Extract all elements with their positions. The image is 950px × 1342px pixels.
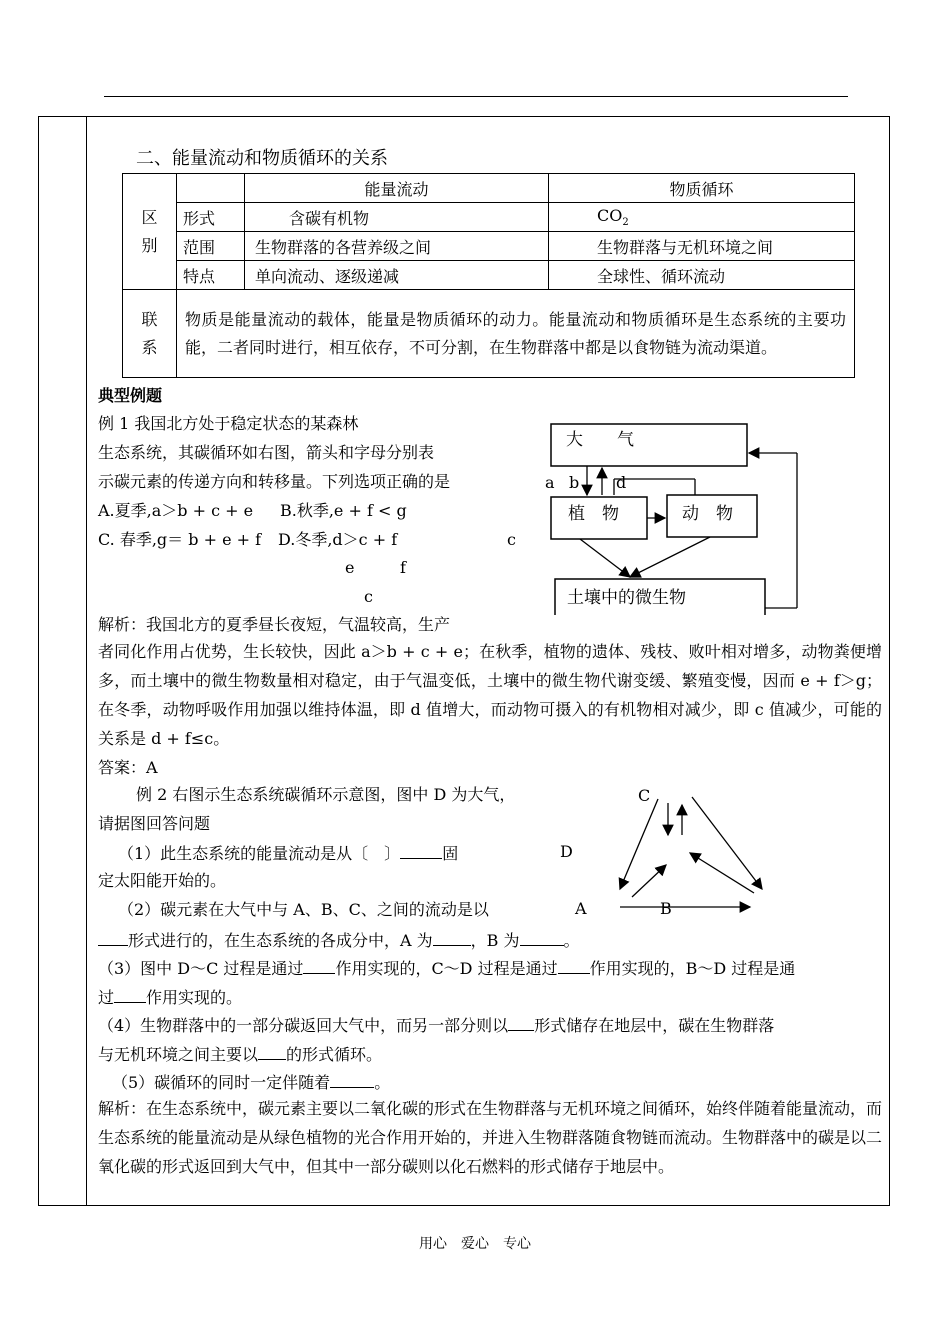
label-e: e — [345, 558, 355, 577]
ex2-intro: 例 2 右图示生态系统碳循环示意图，图中 D 为大气， — [136, 785, 516, 804]
node-d: D — [560, 842, 573, 861]
node-a: A — [575, 899, 587, 918]
ex1-option-d: D.冬季,d＞c + f — [278, 530, 398, 549]
box-soil-microbes: 土壤中的微生物 — [567, 588, 686, 608]
header-rule — [104, 96, 848, 97]
head-matter: 物质循环 — [549, 174, 855, 203]
ex1-line3: 示碳元素的传递方向和转移量。下列选项正确的是 — [98, 472, 451, 491]
cell-energy: 含碳有机物 — [245, 203, 549, 232]
label-c-bottom: c — [364, 587, 373, 606]
ex2-q1-cont: 定太阳能开始的。 — [98, 871, 227, 890]
examples-heading: 典型例题 — [98, 386, 163, 405]
ex2-q2: （2）碳元素在大气中与 A、B、C、之间的流动是以 — [118, 900, 489, 919]
cell-matter: $CO_2$ — [549, 203, 855, 232]
diff-label: 区别 — [123, 174, 177, 290]
node-c: C — [638, 786, 651, 805]
footer-motto: 用心 爱心 专心 — [419, 1236, 531, 1252]
label-d: d — [616, 473, 627, 492]
ex2-q5: （5）碳循环的同时一定伴随着 。 — [112, 1073, 391, 1092]
link-text: 物质是能量流动的载体，能量是物质循环的动力。能量流动和物质循环是生态系统的主要功能，二者同时进行，相互依存，不可分割，在生物群落中都是以食物链为流动渠道。 — [177, 290, 855, 378]
box-animal: 动 物 — [682, 504, 733, 524]
cell-matter: 全球性、循环流动 — [549, 261, 855, 290]
cell-energy: 单向流动、逐级递减 — [245, 261, 549, 290]
node-b: B — [660, 899, 672, 918]
ex1-option-b: B.秋季,e + f < g — [280, 501, 407, 520]
link-label: 联系 — [123, 290, 177, 378]
ex2-q4: （4）生物群落中的一部分碳返回大气中，而另一部分则以 形式储存在地层中，碳在生物群落 — [98, 1016, 775, 1035]
ex2-q4-cont: 与无机环境之间主要以 的形式循环。 — [98, 1045, 383, 1064]
label-c-top: c — [507, 530, 516, 549]
ex1-analysis-first: 解析：我国北方的夏季昼长夜短，气温较高，生产 — [98, 615, 451, 634]
left-column-rule — [86, 116, 87, 1206]
ex1-option-c: C. 春季,g＝ b + e + f — [98, 530, 262, 549]
row-label: 特点 — [177, 261, 245, 290]
ex2-intro2: 请据图回答问题 — [98, 814, 211, 833]
row-label: 范围 — [177, 232, 245, 261]
comparison-table — [122, 173, 855, 378]
ex2-q3-cont: 过 作用实现的。 — [98, 988, 243, 1007]
ex2-q3: （3）图中 D～C 过程是通过 作用实现的，C～D 过程是通过 作用实现的，B～D 过程是通 — [98, 959, 796, 978]
label-a: a — [545, 473, 555, 492]
ex2-q2-cont: 形式进行的，在生态系统的各成分中，A 为 ，B 为 。 — [98, 929, 580, 951]
carbon-cycle-diagram-2 — [600, 785, 780, 915]
ex1-analysis: 者同化作用占优势，生长较快，因此 a＞b + c + e；在秋季，植物的遗体、残枝、败叶相对增多，动物粪便增多，而土壤中的微生物数量相对稳定，由于气温变低，土壤中的微生物代谢变缓、繁殖变慢，因而 e + f＞g；在冬季，动物呼吸作用加强以维持体温，即 d 值增大，而动物可摄入的有机物相对减少，即 c 值减少，可能的关系是 d + f≤c。 — [98, 642, 882, 748]
cell-energy: 生物群落的各营养级之间 — [245, 232, 549, 261]
ex1-option-a: A.夏季,a＞b + c + e — [98, 501, 254, 520]
label-b: b — [569, 473, 580, 492]
box-atmosphere: 大 气 — [566, 430, 634, 450]
ex1-line1: 例 1 我国北方处于稳定状态的某森林 — [98, 414, 359, 433]
ex1-line2: 生态系统，其碳循环如右图，箭头和字母分别表 — [98, 443, 435, 462]
ex2-q1: （1）此生态系统的能量流动是从〔 〕 固 — [118, 844, 459, 863]
row-label: 形式 — [177, 203, 245, 232]
ex2-analysis: 解析：在生态系统中，碳元素主要以二氧化碳的形式在生物群落与无机环境之间循环，始终伴随着能量流动，而生态系统的能量流动是从绿色植物的光合作用开始的，并进入生物群落随食物链而流动。生物群落中的碳是以二氧化碳的形式返回到大气中，但其中一部分碳则以化石燃料的形式储存于地层中。 — [98, 1099, 883, 1176]
cell-matter: 生物群落与无机环境之间 — [549, 232, 855, 261]
label-f: f — [400, 558, 406, 577]
ex1-answer: 答案：A — [98, 758, 158, 777]
section-title: 二、能量流动和物质循环的关系 — [136, 148, 388, 169]
head-energy: 能量流动 — [245, 174, 549, 203]
box-plant: 植 物 — [568, 504, 619, 524]
